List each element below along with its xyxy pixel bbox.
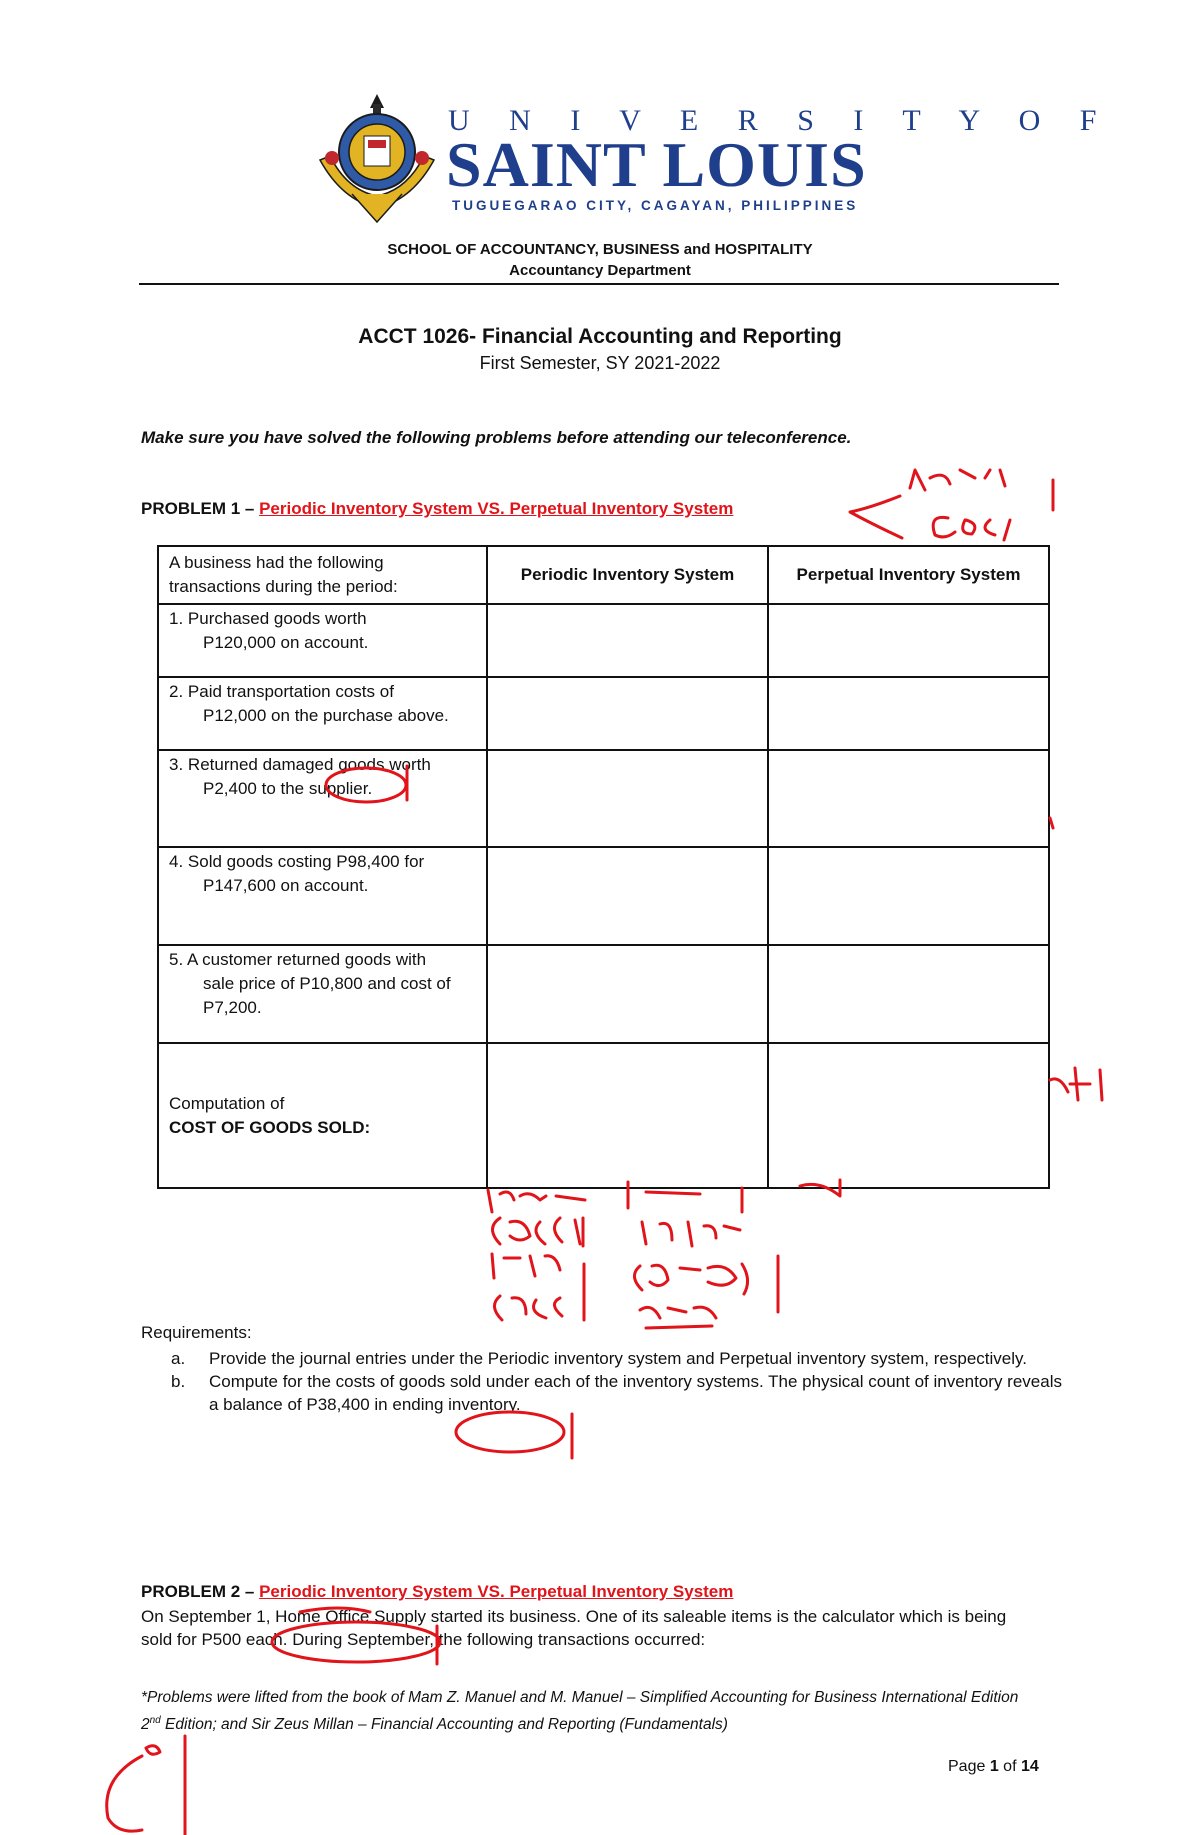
table-header-perpetual: Perpetual Inventory System (768, 546, 1049, 604)
department-name: Accountancy Department (509, 262, 691, 279)
perpetual-answer-cell[interactable] (768, 847, 1049, 945)
annotation-scribble (146, 1746, 160, 1755)
table-row: 2. Paid transportation costs of P12,000 on the purchase above. (158, 677, 487, 750)
header-divider (139, 283, 1059, 285)
annotation-scribble (642, 1222, 740, 1246)
problem1-label: PROBLEM 1 – (141, 499, 260, 518)
list-item: a. Provide the journal entries under the Periodic inventory system and Perpetual inventory system, respectively. (171, 1349, 1027, 1368)
list-item: b. Compute for the costs of goods sold under each of the inventory systems. The physical count of inventory reveals a balance of P38,400 in ending inventory. (171, 1372, 1062, 1414)
periodic-cogs-cell[interactable] (487, 1043, 768, 1188)
footnote: *Problems were lifted from the book of Mam Z. Manuel and M. Manuel – Simplified Accounting for Business International Edition 2nd Edition; and Sir Zeus Millan – Financial Accounting and Reporting (Fundamentals) (141, 1689, 1019, 1734)
university-seal-logo (312, 90, 442, 230)
annotation-scribble (1050, 818, 1053, 828)
annotation-scribble (492, 1254, 560, 1278)
perpetual-cogs-cell[interactable] (768, 1043, 1049, 1188)
annotation-scribble (646, 1188, 742, 1212)
annotation-arrow (850, 496, 902, 538)
perpetual-answer-cell[interactable] (768, 677, 1049, 750)
annotation-scribble (933, 517, 1010, 540)
annotation-scribble (910, 470, 1005, 490)
annotation-scribble (107, 1756, 142, 1831)
perpetual-answer-cell[interactable] (768, 604, 1049, 677)
perpetual-answer-cell[interactable] (768, 945, 1049, 1043)
table-row: 4. Sold goods costing P98,400 for P147,600 on account. (158, 847, 487, 945)
perpetual-answer-cell[interactable] (768, 750, 1049, 847)
periodic-answer-cell[interactable] (487, 677, 768, 750)
instruction-text: Make sure you have solved the following problems before attending our teleconference. (141, 428, 852, 447)
table-header-periodic: Periodic Inventory System (487, 546, 768, 604)
semester: First Semester, SY 2021-2022 (479, 353, 721, 373)
annotation-scribble (493, 1218, 581, 1244)
problem1-table (157, 545, 1050, 1189)
problem2-title: Periodic Inventory System VS. Perpetual Inventory System (259, 1582, 734, 1601)
periodic-answer-cell[interactable] (487, 604, 768, 677)
table-row: 5. A customer returned goods with sale price of P10,800 and cost of P7,200. (158, 945, 487, 1043)
annotation-scribble (494, 1296, 562, 1320)
requirements-list (171, 1347, 1071, 1416)
table-header-transactions: A business had the following transactions during the period: (158, 546, 487, 604)
university-name-line1: U N I V E R S I T Y O F (448, 104, 1113, 137)
requirements-label: Requirements: (141, 1323, 252, 1342)
school-name: SCHOOL OF ACCOUNTANCY, BUSINESS and HOSPITALITY (387, 241, 813, 258)
problem2-heading (141, 1582, 733, 1602)
table-row: 3. Returned damaged goods worth P2,400 to the supplier. (158, 750, 487, 847)
annotation-scribble (634, 1264, 747, 1294)
table-row: 1. Purchased goods worth P120,000 on account. (158, 604, 487, 677)
problem1-title: Periodic Inventory System VS. Perpetual Inventory System (259, 499, 734, 518)
problem2-body: On September 1, Home Office Supply started its business. One of its saleable items is the calculator which is being sold for P500 each. During September, the following transactions occurred: (141, 1607, 1007, 1649)
course-title: ACCT 1026- Financial Accounting and Reporting (358, 325, 842, 348)
annotation-scribble (488, 1190, 585, 1212)
university-name-line2: SAINT LOUIS (446, 129, 867, 200)
periodic-answer-cell[interactable] (487, 847, 768, 945)
page-number: Page 1 of 14 (948, 1758, 1039, 1775)
problem1-heading (141, 499, 733, 519)
periodic-answer-cell[interactable] (487, 945, 768, 1043)
cogs-computation-label: Computation of COST OF GOODS SOLD: (158, 1043, 487, 1188)
annotation-scribble (640, 1307, 716, 1328)
annotation-scribble (1050, 1068, 1102, 1100)
annotation-circle (456, 1412, 564, 1452)
periodic-answer-cell[interactable] (487, 750, 768, 847)
problem2-label: PROBLEM 2 – (141, 1582, 260, 1601)
university-location: TUGUEGARAO CITY, CAGAYAN, PHILIPPINES (452, 198, 859, 213)
